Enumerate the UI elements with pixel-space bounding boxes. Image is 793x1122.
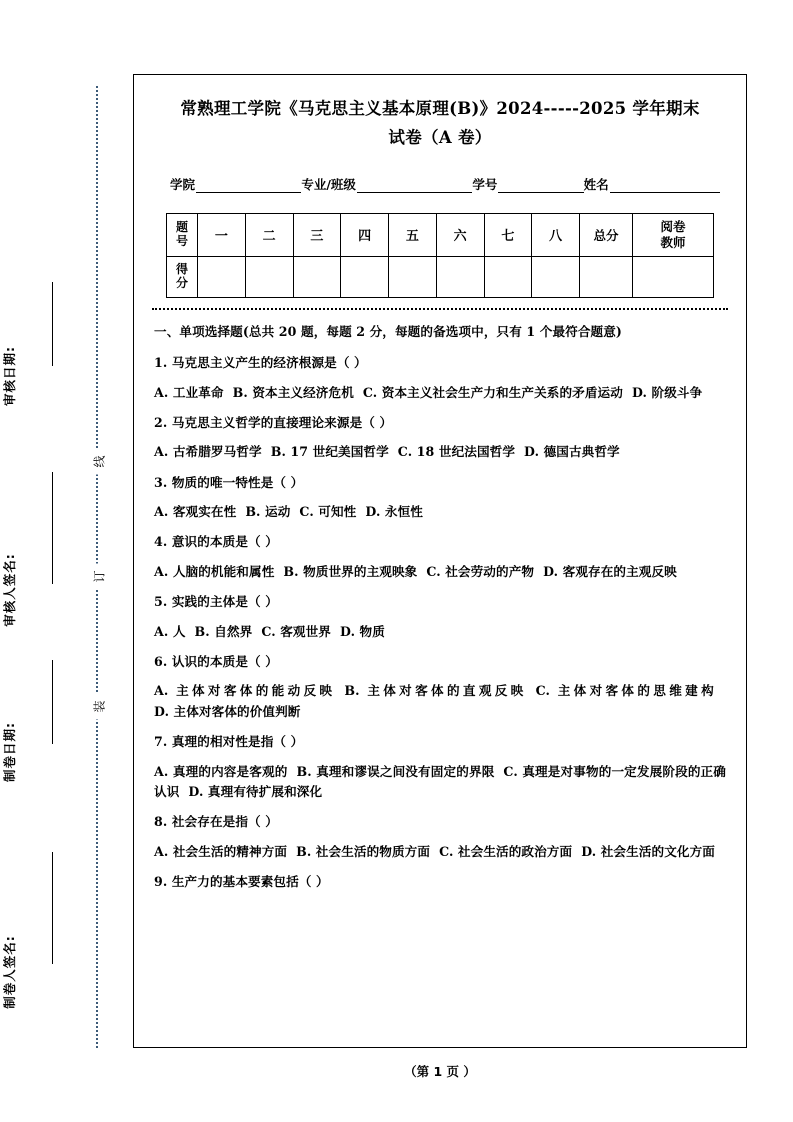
- question-text: 物质的唯一特性是（ ）: [171, 474, 304, 490]
- option-a[interactable]: A. 人脑的机能和属性: [154, 563, 275, 579]
- section-heading: 一、单项选择题(总共 20 题，每题 2 分，每题的备选项中，只有 1 个最符合题意): [154, 323, 622, 339]
- question-options: [154, 502, 726, 522]
- score-row-label: [167, 256, 198, 297]
- question-stem: [154, 473, 726, 493]
- binding-mark-zhuang: 装: [88, 694, 111, 720]
- total-score-cell[interactable]: [580, 256, 633, 297]
- question-options: [154, 762, 726, 803]
- option-c[interactable]: C. 客观世界: [261, 623, 331, 639]
- student-id-label: 学号: [472, 176, 498, 192]
- binding-mark-ding: 订: [88, 564, 111, 590]
- question-text: 马克思主义哲学的直接理论来源是（ ）: [171, 414, 393, 430]
- score-row-label-char-1: 得: [175, 262, 188, 277]
- question-text: 马克思主义产生的经济根源是（ ）: [171, 355, 367, 371]
- score-cell-8[interactable]: [532, 256, 580, 297]
- question-item: [154, 413, 726, 463]
- college-label: 学院: [170, 176, 196, 192]
- score-cell-2[interactable]: [245, 256, 293, 297]
- grading-teacher-header: [633, 213, 714, 256]
- score-row-label-char-2: 分: [175, 275, 188, 290]
- paper-date-label: 制卷日期:: [2, 722, 17, 782]
- question-number-label: [167, 213, 198, 256]
- option-c[interactable]: C. 社会生活的政治方面: [439, 843, 573, 859]
- score-table-score-row: [167, 256, 714, 297]
- option-c[interactable]: C. 18 世纪法国哲学: [397, 444, 516, 460]
- question-number: 2.: [154, 414, 168, 430]
- question-text: 实践的主体是（ ）: [171, 594, 278, 610]
- option-d[interactable]: D. 物质: [340, 623, 385, 639]
- left-margin-annotations: [0, 0, 130, 1122]
- question-options: [154, 442, 726, 462]
- option-b[interactable]: B. 自然界: [194, 623, 253, 639]
- major-class-label: 专业/班级: [301, 176, 356, 192]
- option-c[interactable]: C. 社会劳动的产物: [426, 563, 535, 579]
- exam-title-line-1: 常熟理工学院《马克思主义基本原理(B)》2024-----2025 学年期末: [180, 99, 700, 118]
- question-list: [154, 322, 726, 893]
- page-indicator: （第 1 页 ）: [404, 1064, 476, 1079]
- question-number: 4.: [154, 534, 168, 550]
- option-c[interactable]: C. 资本主义社会生产力和生产关系的矛盾运动: [362, 384, 623, 400]
- student-name-field[interactable]: [610, 179, 720, 193]
- reviewer-signature-rule: [52, 472, 53, 584]
- question-number: 1.: [154, 355, 168, 371]
- option-d[interactable]: D. 真理有待扩展和深化: [188, 784, 323, 799]
- option-a[interactable]: A. 客观实在性: [154, 504, 237, 520]
- question-number-label-char-2: 号: [175, 233, 188, 248]
- question-stem: [154, 532, 726, 552]
- score-table-header-row: [167, 213, 714, 256]
- score-cell-3[interactable]: [293, 256, 341, 297]
- page-title: [158, 95, 722, 153]
- option-d[interactable]: D. 永恒性: [365, 504, 423, 520]
- question-item: [154, 473, 726, 523]
- question-item: [154, 592, 726, 642]
- college-field[interactable]: [196, 179, 301, 193]
- question-text: 生产力的基本要素包括（ ）: [171, 874, 329, 890]
- option-a[interactable]: A. 真理的内容是客观的: [154, 763, 288, 779]
- option-d[interactable]: D. 阶级斗争: [631, 384, 703, 400]
- question-item: [154, 872, 726, 892]
- question-number: 8.: [154, 814, 168, 830]
- student-id-field[interactable]: [498, 179, 583, 193]
- option-b[interactable]: B. 17 世纪美国哲学: [270, 444, 389, 460]
- option-a[interactable]: A. 主体对客体的能动反映: [154, 683, 336, 699]
- grading-teacher-cell[interactable]: [633, 256, 714, 297]
- question-options: [154, 562, 726, 582]
- score-col-header-5: 五: [389, 213, 437, 256]
- question-text: 认识的本质是（ ）: [171, 654, 278, 670]
- score-col-header-7: 七: [484, 213, 532, 256]
- question-item: [154, 652, 726, 722]
- paper-maker-signature-rule: [52, 852, 53, 964]
- question-text: 意识的本质是（ ）: [171, 534, 278, 550]
- score-col-header-2: 二: [245, 213, 293, 256]
- exam-page-frame: [133, 74, 747, 1048]
- paper-date-rule: [52, 660, 53, 744]
- grading-teacher-header-char-1: 阅卷: [660, 219, 686, 235]
- option-a[interactable]: A. 工业革命: [154, 384, 224, 400]
- option-c[interactable]: C. 真理是对事物的一定发展阶段的正确认识: [154, 763, 726, 799]
- score-col-header-4: 四: [341, 213, 389, 256]
- question-text: 社会存在是指（ ）: [171, 814, 278, 830]
- section-divider: [152, 308, 728, 310]
- question-number-label-char-1: 题: [175, 220, 188, 235]
- student-name-label: 姓名: [583, 176, 609, 192]
- question-number: 3.: [154, 474, 168, 490]
- option-d[interactable]: D. 德国古典哲学: [524, 444, 620, 460]
- exam-title-line-2: 试卷（A 卷）: [388, 127, 492, 147]
- option-b[interactable]: B. 主体对客体的直观反映: [344, 683, 527, 699]
- total-score-header: 总分: [580, 213, 633, 256]
- paper-maker-signature-label: 制卷人签名:: [2, 935, 17, 1009]
- score-cell-4[interactable]: [341, 256, 389, 297]
- question-stem: [154, 812, 726, 832]
- question-options: [154, 842, 726, 862]
- option-b[interactable]: B. 物质世界的主观映象: [283, 563, 418, 579]
- score-table: [166, 213, 714, 298]
- score-col-header-8: 八: [532, 213, 580, 256]
- question-item: [154, 812, 726, 862]
- option-a[interactable]: A. 人: [154, 623, 186, 639]
- reviewer-signature-label: 审核人签名:: [2, 553, 17, 627]
- option-d[interactable]: D. 主体对客体的价值判断: [154, 703, 301, 719]
- question-number: 7.: [154, 734, 168, 750]
- score-col-header-3: 三: [293, 213, 341, 256]
- question-stem: [154, 413, 726, 433]
- question-options: [154, 622, 726, 642]
- question-item: [154, 732, 726, 802]
- question-stem: [154, 353, 726, 373]
- score-col-header-1: 一: [198, 213, 246, 256]
- question-number: 5.: [154, 594, 168, 610]
- review-date-label: 审核日期:: [2, 346, 17, 406]
- question-options: [154, 681, 726, 722]
- score-col-header-6: 六: [436, 213, 484, 256]
- question-item: [154, 353, 726, 403]
- score-cell-5[interactable]: [389, 256, 437, 297]
- option-c[interactable]: C. 主体对客体的思维建构: [535, 683, 718, 699]
- option-b[interactable]: B. 社会生活的物质方面: [296, 843, 431, 859]
- score-cell-6[interactable]: [436, 256, 484, 297]
- score-cell-1[interactable]: [198, 256, 246, 297]
- option-b[interactable]: B. 运动: [245, 504, 291, 520]
- question-text: 真理的相对性是指（ ）: [171, 734, 304, 750]
- option-a[interactable]: A. 社会生活的精神方面: [154, 843, 288, 859]
- question-number: 6.: [154, 654, 168, 670]
- review-date-rule: [52, 282, 53, 366]
- question-item: [154, 532, 726, 582]
- question-number: 9.: [154, 874, 168, 890]
- question-stem: [154, 592, 726, 612]
- option-d[interactable]: D. 客观存在的主观反映: [543, 563, 677, 579]
- binding-mark-xian: 线: [88, 449, 111, 475]
- question-options: [154, 383, 726, 403]
- option-b[interactable]: B. 资本主义经济危机: [232, 384, 354, 400]
- option-d[interactable]: D. 社会生活的文化方面: [581, 843, 715, 859]
- student-info-line: [170, 175, 720, 193]
- score-cell-7[interactable]: [484, 256, 532, 297]
- exam-page-content: [134, 75, 746, 1047]
- question-stem: [154, 652, 726, 672]
- page-footer: [133, 1062, 747, 1080]
- grading-teacher-header-char-2: 教师: [660, 234, 686, 250]
- option-c[interactable]: C. 可知性: [299, 504, 357, 520]
- question-stem: [154, 872, 726, 892]
- option-a[interactable]: A. 古希腊罗马哲学: [154, 444, 262, 460]
- question-stem: [154, 732, 726, 752]
- major-class-field[interactable]: [357, 179, 472, 193]
- option-b[interactable]: B. 真理和谬误之间没有固定的界限: [296, 763, 495, 779]
